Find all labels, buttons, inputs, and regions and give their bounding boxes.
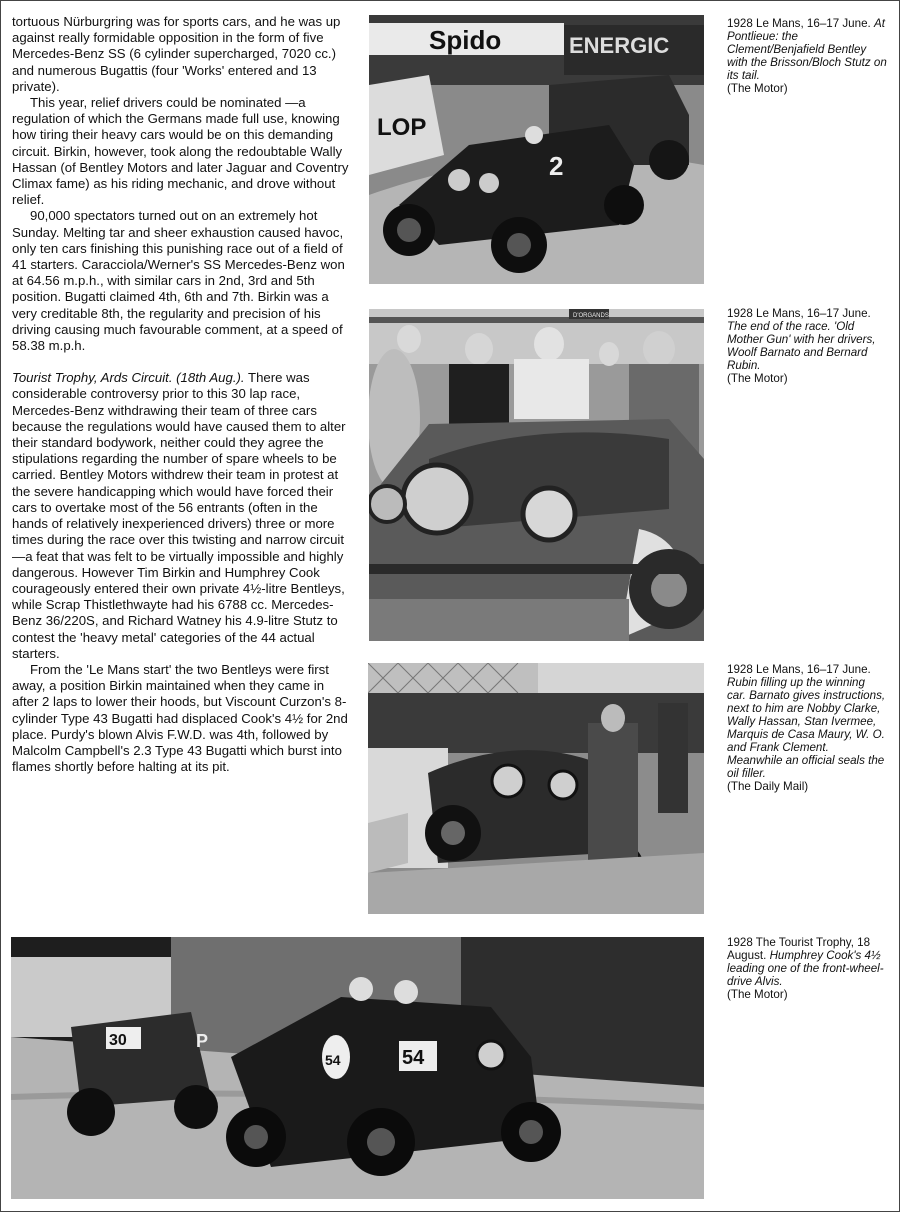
car-number-54: 54 [402, 1047, 425, 1069]
caption-italic: Humphrey Cook's 4½ leading one of the front-wheel-drive Alvis. [727, 949, 884, 988]
body-text-column [12, 14, 354, 775]
tourist-trophy-text: There was considerable controversy prior to this 30 lap race, Mercedes-Benz withdrawing their team of three cars because the regulations would have caused them to alter their standard bodywork, neither could they agree the stipulations regarding the number of spare wheels to be carried. Bentley Motors withdrew their team in protest at the severe handicapping which would have forced their cars to overtake most of the 56 entrants (often in the hands of relatively inexperienced drivers) three or more times during the race over this twisting and narrow circuit—a feat that was felt to be virtually impossible and highly dangerous. However Tim Birkin and Humphrey Cook courageously entered their own private 4½-litre Bentleys, while Scrap Thistlethwayte had his 6788 cc. Mercedes-Benz 36/220S, and Richard Watney his 4.9-litre Stutz to contest the 'heavy metal' categories of the 44 actual starters. [12, 370, 346, 661]
photo-tourist-trophy [11, 937, 704, 1199]
caption-italic: At Pontlieue: the Clement/Benjafield Bentley with the Brisson/Bloch Stutz on its tail. [727, 17, 887, 82]
photo-old-mother-gun [369, 309, 704, 641]
paragraph-nurburgring: tortuous Nürburgring was for sports cars, and he was up against really formidable opposition in the form of five Mercedes-Benz SS (6 cylinder supercharged, 7020 cc.) and numerous Bugattis (four 'Works' entered and 13 private). [12, 14, 341, 94]
paragraph-tourist-trophy [12, 370, 354, 662]
paragraph-relief-drivers: This year, relief drivers could be nominated —a regulation of which the Germans made full use, knowing how tiring their heavy cars would be on this demanding circuit. Birkin, however, took along the redoubtable Wally Hassan (of Bentley Motors and later Jaguar and Coventry Climax fame) as his riding mechanic, and drove without relief. [12, 95, 349, 208]
car-letter-p: P [196, 1031, 209, 1051]
caption-lead: 1928 Le Mans, 16–17 June. [727, 307, 871, 320]
caption-source: (The Motor) [727, 82, 788, 95]
banner-spido-text: Spido [429, 25, 502, 55]
caption-lead: 1928 Le Mans, 16–17 June. [727, 17, 871, 30]
sign-text: D'ORGANDS [573, 313, 609, 319]
caption-italic: The end of the race. 'Old Mother Gun' with her drivers, Woolf Barnato and Bernard Rubin. [727, 320, 876, 372]
caption-rubin-filling-up [727, 663, 887, 793]
car-number-2: 2 [549, 151, 564, 181]
photo-rubin-filling-up [368, 663, 704, 914]
caption-italic: Rubin filling up the winning car. Barnato gives instructions, next to him are Nobby Clarke, Wally Hassan, Stan Ivermee, Marquis de Casa Maury, W. O. and Frank Clement. Meanwhile an official seals the oil filler. [727, 676, 886, 780]
caption-lead: 1928 The Tourist Trophy, 18 August. [727, 936, 871, 962]
paragraph-spectators: 90,000 spectators turned out on an extremely hot Sunday. Melting tar and sheer exhaustion caused havoc, only ten cars finishing this punishing race out of a field of 41 starters. Caracciola/Werner's SS Mercedes-Benz won at 64.56 m.p.h., with similar cars in 2nd, 3rd and 5th position. Bugatti claimed 4th, 6th and 7th. Birkin was a very creditable 8th, the regularity and precision of his driving causing much favourable comment, at a speed of 58.38 m.p.h. [12, 208, 345, 354]
car-number-30: 30 [109, 1032, 127, 1049]
caption-tourist-trophy [727, 936, 887, 1001]
caption-lead: 1928 Le Mans, 16–17 June. [727, 663, 871, 676]
banner-energic-text: ENERGIC [569, 33, 670, 58]
caption-source: (The Motor) [727, 372, 788, 385]
sign-lop-text: LOP [377, 114, 427, 141]
caption-pontlieue [727, 17, 887, 95]
photo-pontlieue [369, 15, 704, 284]
caption-source: (The Motor) [727, 988, 788, 1001]
car-side-number-54: 54 [325, 1052, 341, 1068]
paragraph-le-mans-start: From the 'Le Mans start' the two Bentleys were first away, a position Birkin maintained when they came in after 2 laps to lower their hoods, but Viscount Curzon's 8-cylinder Type 43 Bugatti had displaced Cook's 4½ for 2nd place. Purdy's blown Alvis F.W.D. was 4th, followed by Malcolm Campbell's 2.3 Type 43 Bugatti which burst into flames shortly before halting at its pit. [12, 661, 348, 775]
caption-source: (The Daily Mail) [727, 780, 809, 793]
section-heading-tourist-trophy: Tourist Trophy, Ards Circuit. (18th Aug.). [12, 370, 245, 386]
caption-old-mother-gun [727, 307, 887, 385]
